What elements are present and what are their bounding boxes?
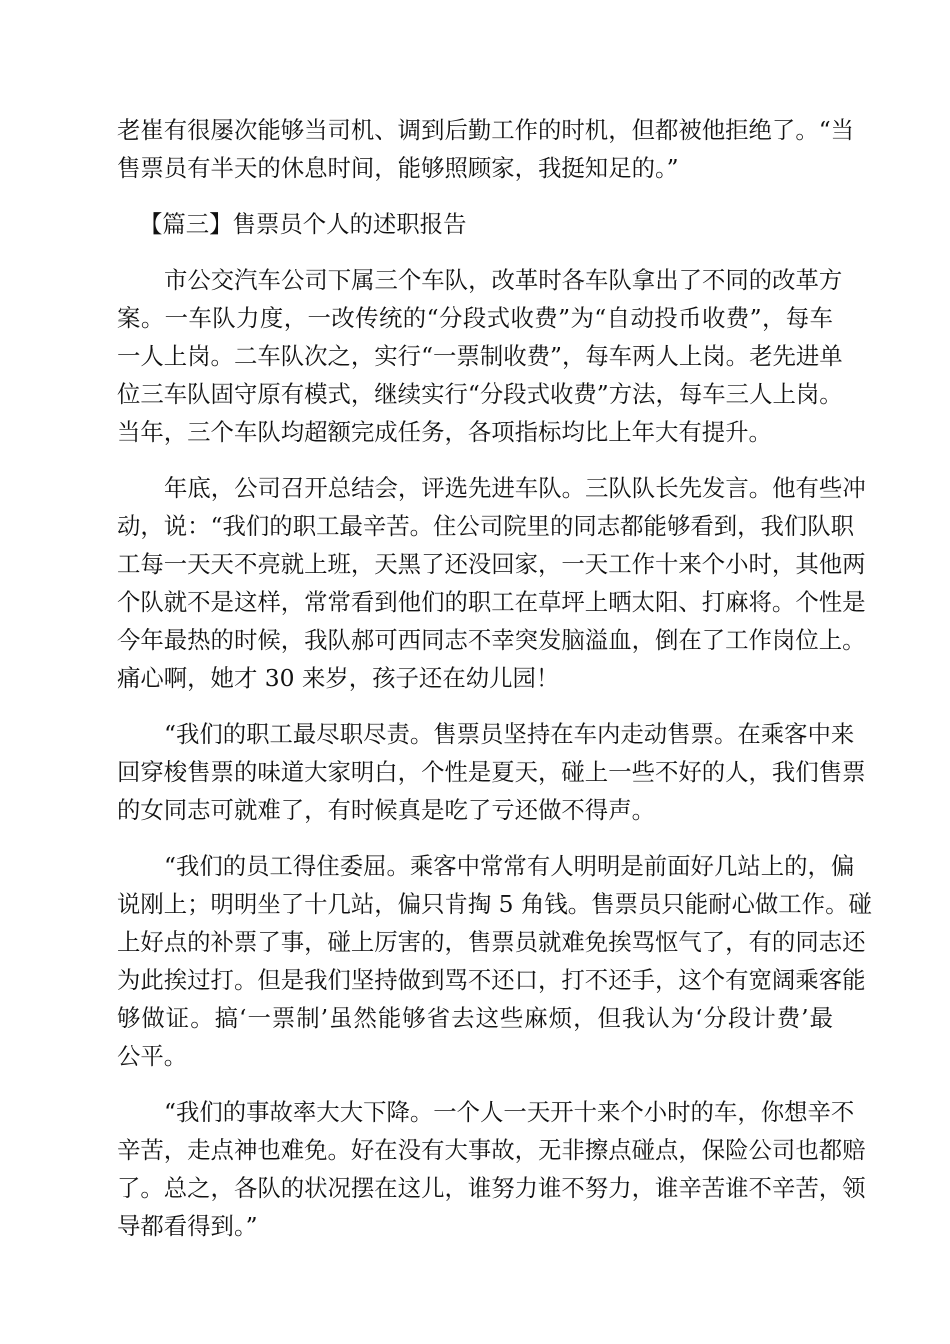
paragraph-line: “我们的员工得住委屈。乘客中常常有人明明是前面好几站上的，偏: [164, 852, 855, 880]
paragraph-line: 市公交汽车公司下属三个车队，改革时各车队拿出了不同的改革方: [164, 266, 843, 294]
paragraph-line: 工每一天天不亮就上班，天黑了还没回家，一天工作十来个小时，其他两: [117, 550, 866, 578]
paragraph-1: [117, 111, 855, 187]
paragraph-line: 案。一车队力度，一改传统的“分段式收费”为“自动投币收费”，每车: [117, 304, 833, 332]
paragraph-line: 导都看得到。”: [117, 1212, 258, 1240]
paragraph-line: 说刚上；明明坐了十几站，偏只肯掏 5 角钱。售票员只能耐心做工作。碰: [117, 890, 872, 918]
paragraph-line: 辛苦，走点神也难免。好在没有大事故，无非擦点碰点，保险公司也都赔: [117, 1136, 866, 1164]
paragraph-line: 回穿梭售票的味道大家明白，个性是夏天，碰上一些不好的人，我们售票: [117, 758, 866, 786]
paragraph-line: 一人上岗。二车队次之，实行“一票制收费”，每车两人上岗。老先进单: [117, 342, 843, 370]
paragraph-line: 位三车队固守原有模式，继续实行“分段式收费”方法，每车三人上岗。: [117, 380, 843, 408]
paragraph-2: [117, 261, 843, 451]
paragraph-line: 够做证。搞‘一票制’虽然能够省去这些麻烦，但我认为‘分段计费’最: [117, 1004, 833, 1032]
document-page: [117, 111, 872, 1263]
paragraph-line: 年底，公司召开总结会，评选先进车队。三队队长先发言。他有些冲: [164, 474, 866, 502]
paragraph-line: 公平。: [117, 1042, 188, 1070]
paragraph-line: “我们的事故率大大下降。一个人一天开十来个小时的车，你想辛不: [164, 1098, 855, 1126]
paragraph-line: 当年，三个车队均超额完成任务，各项指标均比上年大有提升。: [117, 418, 772, 446]
paragraph-line: 痛心啊，她才 30 来岁，孩子还在幼儿园！: [117, 664, 560, 692]
paragraph-5: [117, 847, 872, 1075]
paragraph-3: [117, 469, 866, 697]
paragraph-line: 今年最热的时候，我队郝可西同志不幸突发脑溢血，倒在了工作岗位上。: [117, 626, 866, 654]
paragraph-line: 个队就不是这样，常常看到他们的职工在草坪上晒太阳、打麻将。个性是: [117, 588, 866, 616]
paragraph-line: 为此挨过打。但是我们坚持做到骂不还口，打不还手，这个有宽阔乘客能: [117, 966, 866, 994]
paragraph-line: 的女同志可就难了，有时候真是吃了亏还做不得声。: [117, 796, 655, 824]
section-heading: 【篇三】售票员个人的述职报告: [139, 210, 467, 238]
paragraph-line: 老崔有很屡次能够当司机、调到后勤工作的时机，但都被他拒绝了。“当: [117, 116, 855, 144]
paragraph-line: 动，说：“我们的职工最辛苦。住公司院里的同志都能够看到，我们队职: [117, 512, 855, 540]
paragraph-line: 上好点的补票了事，碰上厉害的，售票员就难免挨骂怄气了，有的同志还: [117, 928, 866, 956]
paragraph-6: [117, 1093, 866, 1245]
paragraph-line: 了。总之，各队的状况摆在这儿，谁努力谁不努力，谁辛苦谁不辛苦，领: [117, 1174, 866, 1202]
paragraph-4: [117, 715, 866, 829]
paragraph-line: 售票员有半天的休息时间，能够照顾家，我挺知足的。”: [117, 154, 679, 182]
paragraph-line: “我们的职工最尽职尽责。售票员坚持在车内走动售票。在乘客中来: [164, 720, 855, 748]
